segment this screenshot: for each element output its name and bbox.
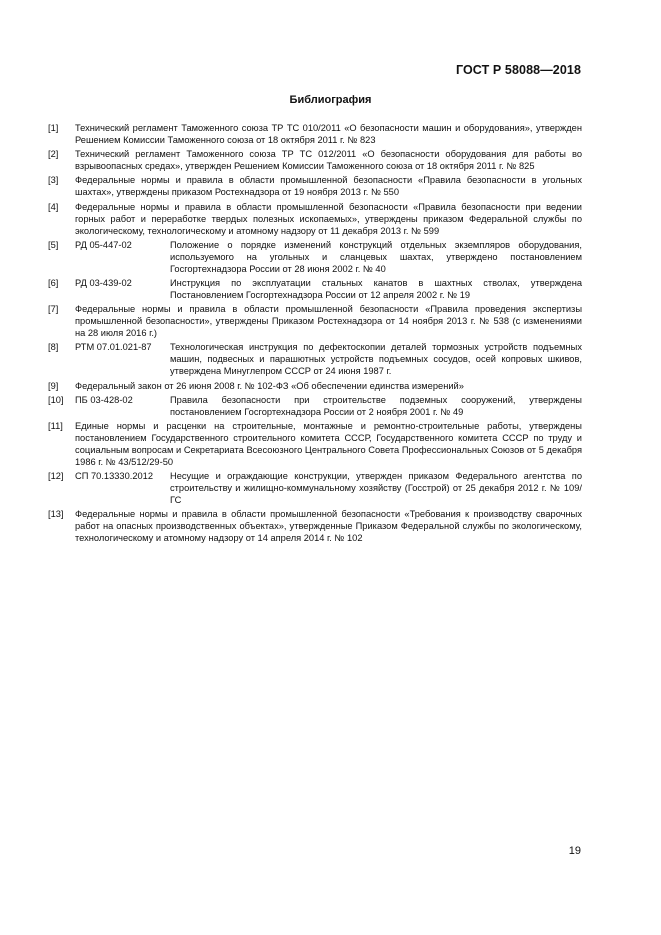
entry-code: РТМ 07.01.021-87 (75, 342, 152, 353)
bibliography-list (48, 122, 582, 546)
entry-number: [7] (48, 304, 59, 315)
entry-text: Правила безопасности при строительстве подземных сооружений, утверждены постановлением Госгортехнадзора России от 2 ноября 2001 г. № 49 (170, 394, 582, 417)
entry-code: СП 70.13330.2012 (75, 471, 154, 482)
entry-number: [8] (48, 342, 59, 353)
document-code: ГОСТ Р 58088—2018 (455, 63, 581, 77)
entry-code: РД 05-447-02 (75, 239, 132, 250)
entry-code: РД 03-439-02 (75, 277, 132, 288)
entry-text: Федеральные нормы и правила в области промышленной безопасности «Правила безопасности при ведении горных работ и переработке твердых полезных ископаемых», утверждены приказом Федеральной службы по экологическому, технологическому и атомному надзору от 11 декабря 2013 г. № 599 (75, 201, 582, 236)
bibliography-entry-6 (48, 277, 582, 301)
page-title: Библиография (289, 94, 372, 106)
entry-number: [11] (48, 420, 63, 431)
bibliography-entry-4 (48, 201, 582, 237)
entry-text: Федеральные нормы и правила в области промышленной безопасности «Правила безопасности в угольных шахтах», утверждены приказом Ростехнадзора от 19 ноября 2013 г. № 550 (75, 175, 582, 198)
bibliography-entry-13 (48, 508, 582, 544)
entry-text: Технический регламент Таможенного союза ТР ТС 012/2011 «О безопасности оборудования для работы во взрывоопасных средах», утвержден Решением Комиссии Таможенного союза от 18 октября 2011 г. № 825 (75, 149, 582, 172)
bibliography-entry-2 (48, 148, 582, 172)
entry-text: Единые нормы и расценки на строительные, монтажные и ремонтно-строительные работы, утверждены постановлением Государственного строительного комитета СССР, Государственного комитета СССР по труду и социальным вопросам и Секретариата Всесоюзного Центрального Совета Профессиональных Союзов от 5 декабря 1986 г. № 43/512/29-50 (75, 420, 582, 467)
entry-text: Несущие и ограждающие конструкции, утвержден приказом Федерального агентства по строительству и жилищно-коммунальному хозяйству (Госстрой) от 25 декабря 2012 г. № 109/ГС (170, 471, 582, 506)
bibliography-entry-11 (48, 420, 582, 468)
entry-number: [2] (48, 149, 59, 160)
bibliography-entry-8 (48, 341, 582, 377)
entry-number: [12] (48, 471, 64, 482)
entry-text: Федеральные нормы и правила в области промышленной безопасности «Требования к производству сварочных работ на опасных производственных объектах», утвержденные Приказом Федеральной службы по экологическому, технологическому и атомному надзору от 14 апреля 2014 г. № 102 (75, 509, 582, 544)
page-number: 19 (568, 845, 581, 857)
bibliography-entry-5 (48, 239, 582, 275)
entry-text: Федеральные нормы и правила в области промышленной безопасности «Правила проведения экспертизы промышленной безопасности», утверждены Приказом Ростехнадзора от 14 ноября 2013 г. № 538 (с изменениями на 28 июля 2016 г.) (75, 304, 582, 339)
entry-code: ПБ 03-428-02 (75, 394, 133, 405)
entry-text: Федеральный закон от 26 июня 2008 г. № 102-ФЗ «Об обеспечении единства измерений» (75, 380, 464, 391)
entry-text: Инструкция по эксплуатации стальных канатов в шахтных стволах, утверждена Постановлением Госгортехнадзора России от 12 апреля 2002 г. № 19 (170, 277, 582, 300)
entry-text: Технологическая инструкция по дефектоскопии деталей тормозных устройств подъемных машин, подвесных и парашютных устройств подъемных сосудов, осей копровых шкивов, утверждена Минуглепром СССР от 24 июня 1987 г. (170, 342, 582, 377)
entry-number: [4] (48, 201, 59, 212)
bibliography-entry-1 (48, 122, 582, 146)
entry-text: Технический регламент Таможенного союза ТР ТС 010/2011 «О безопасности машин и оборудования», утвержден Решением Комиссии Таможенного союза от 18 октября 2011 г. № 823 (75, 123, 582, 145)
entry-number: [1] (48, 123, 59, 133)
entry-number: [3] (48, 175, 59, 186)
entry-number: [9] (48, 380, 59, 391)
entry-text: Положение о порядке изменений конструкций отдельных экземпляров оборудования, используемого на угольных и сланцевых шахтах, утверждено постановлением Госгортехнадзора России от 28 июня 2002 г. № 40 (170, 239, 582, 274)
entry-number: [13] (48, 509, 64, 520)
entry-number: [10] (48, 394, 64, 405)
bibliography-entry-3 (48, 174, 582, 198)
bibliography-entry-10 (48, 394, 582, 418)
entry-number: [6] (48, 277, 59, 288)
bibliography-entry-12 (48, 470, 582, 506)
bibliography-entry-9 (48, 380, 582, 392)
bibliography-entry-7 (48, 303, 582, 339)
entry-number: [5] (48, 239, 59, 250)
